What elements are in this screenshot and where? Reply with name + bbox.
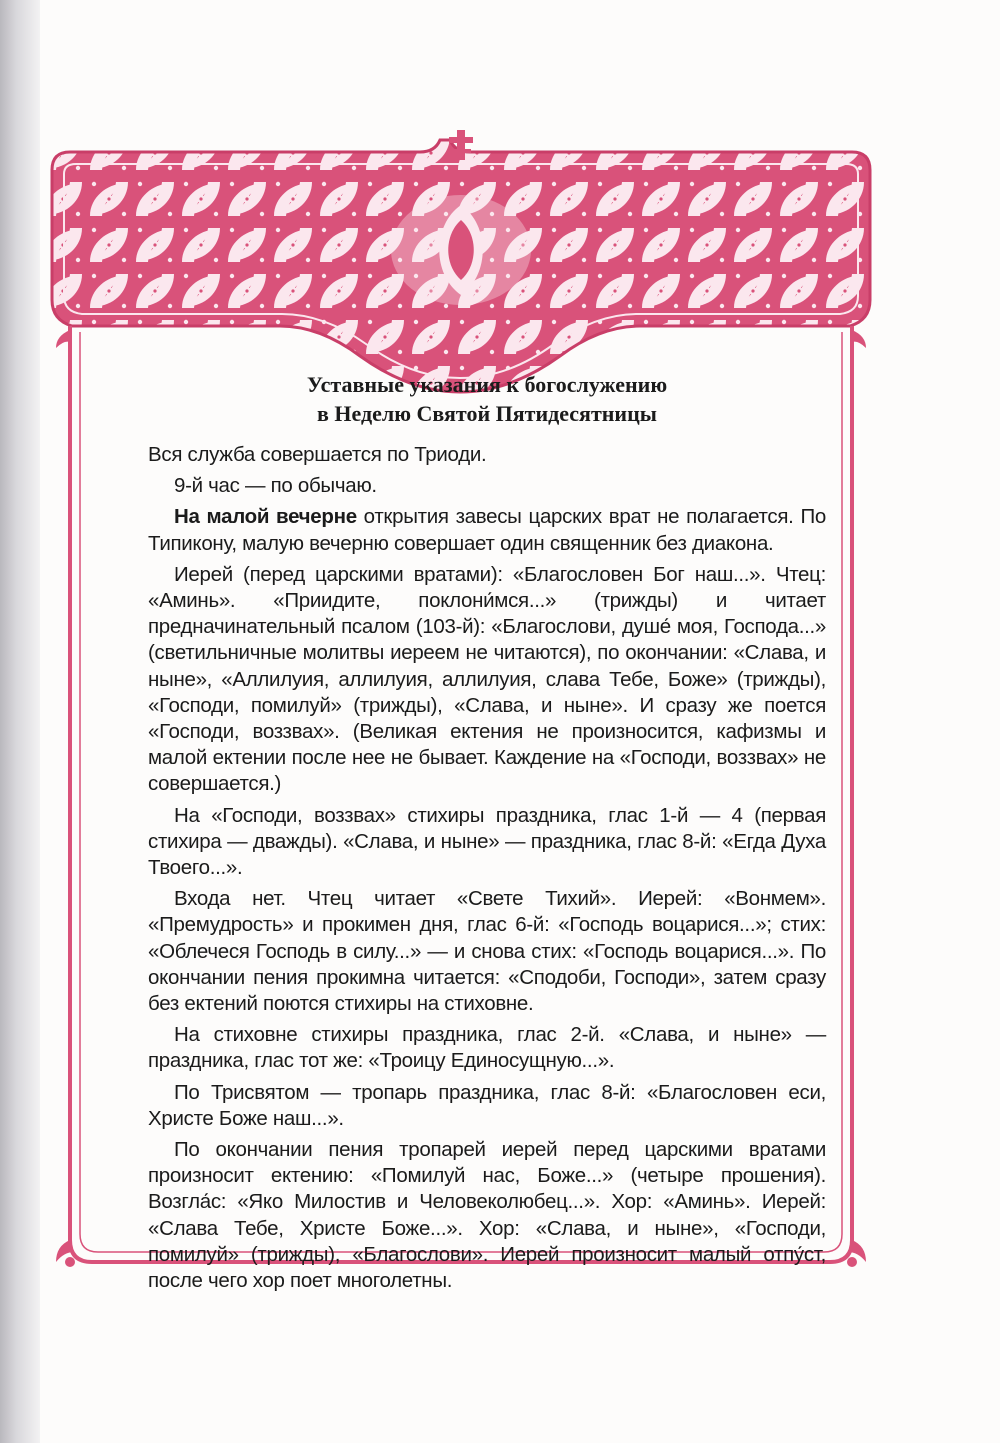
paragraph xyxy=(148,1080,826,1132)
paragraph xyxy=(148,442,826,468)
paragraph-text: На стиховне стихиры праздника, глас 2-й. «Слава, и ныне» — праздника, глас тот же: «Троицу Единосущную...». xyxy=(148,1023,826,1073)
title-line-2: в Неделю Святой Пятидесятницы xyxy=(317,401,657,426)
paragraph xyxy=(148,473,826,499)
paragraph xyxy=(148,562,826,798)
page-edge-shadow xyxy=(0,0,40,1443)
page-title xyxy=(148,370,826,428)
paragraph-lead: На малой вечерне xyxy=(174,505,357,529)
paragraph-text: На «Господи, воззвах» стихиры праздника, глас 1-й — 4 (первая стихира — дважды). «Слава, и ныне» — праздника, глас 8-й: «Егда Духа Твоего...». xyxy=(148,803,826,880)
paragraph-text: 9-й час — по обычаю. xyxy=(174,474,377,498)
paragraph-text: Вся служба совершается по Триоди. xyxy=(148,443,487,466)
paragraph-text: Входа нет. Чтец читает «Свете Тихий». Иерей: «Вонмем». «Премудрость» и прокимен дня, глас 6-й: «Господь воцарися...»; стих: «Облечеся Господь в силу...» — и снова стих: «Господь воцарися...». По окончании пения прокимна читается: «Сподоби, Господи», затем сразу без ектений поются стихиры на стиховне. xyxy=(148,887,826,1016)
rubric-text-block xyxy=(148,370,826,1299)
paragraph xyxy=(148,886,826,1017)
title-line-1: Уставные указания к богослужению xyxy=(306,372,668,397)
paragraph-text: По окончании пения тропарей иерей перед царскими вратами произносит ектению: «Помилуй нас, Боже...» (четыре прошения). Возгла́с: «Яко Милостив и Человеколюбец...». Хор: «Аминь». Иерей: «Слава Тебе, Христе Боже...». Хор: «Слава, и ныне», «Господи, помилуй» (трижды), «Благослови». Иерей произносит малый отпу́ст, после чего хор поет многолетны. xyxy=(148,1138,826,1293)
paragraph xyxy=(148,504,826,556)
paragraph-text: открытия завесы царских врат не полагается. По Типикону, малую вечерню совершает один священник без диакона. xyxy=(148,505,826,555)
paragraph xyxy=(148,1022,826,1074)
paragraph-text: По Трисвятом — тропарь праздника, глас 8-й: «Благословен еси, Христе Боже наш...». xyxy=(148,1080,826,1130)
paragraph xyxy=(148,1137,826,1294)
paragraph-text: Иерей (перед царскими вратами): «Благословен Бог наш...». Чтец: «Аминь». «Приидите, поклони́мся...» (трижды) и читает предначинательный псалом (103-й): «Благослови, душе́ моя, Господа...» (светильничные молитвы иереем не читаются), по окончании: «Слава, и ныне», «Аллилуия, аллилуия, аллилуия, слава Тебе, Боже» (трижды), «Господи, помилуй» (трижды), «Слава, и ныне». И сразу же поется «Господи, воззвах». (Великая ектения не произносится, кафизмы и малой ектении после нее не бывает. Каждение на «Господи, воззвах» не совершается.) xyxy=(148,562,826,796)
paragraph xyxy=(148,803,826,882)
